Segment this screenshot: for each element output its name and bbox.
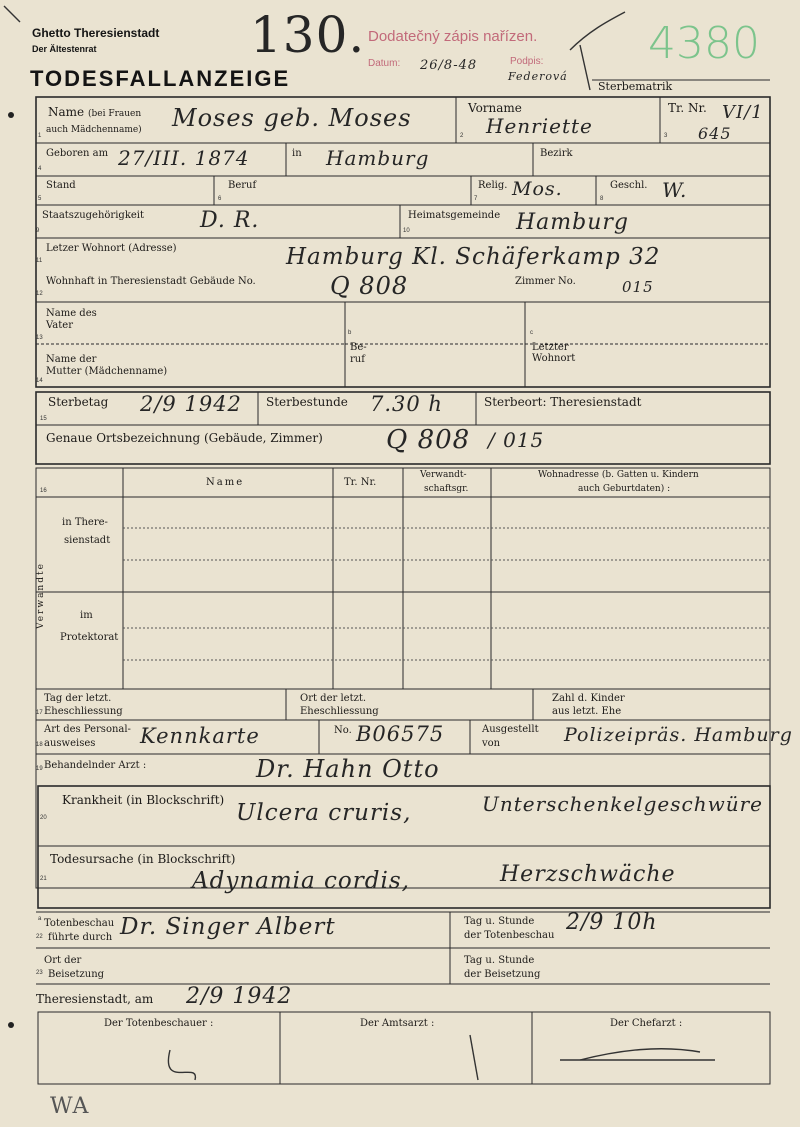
ausweis-no-value: B06575 — [356, 722, 445, 746]
sterbetag-value: 2/9 1942 — [140, 392, 242, 416]
row-theresienstadt-label-2: sienstadt — [64, 535, 111, 546]
ort-eheschliessung-label-2: Eheschliessung — [300, 706, 379, 717]
zahl-kinder-label-2: aus letzt. Ehe — [552, 706, 622, 717]
arzt-value: Dr. Hahn Otto — [256, 755, 440, 783]
form-number: 130. — [250, 6, 366, 64]
zahl-kinder-label-1: Zahl d. Kinder — [552, 693, 625, 704]
org-name: Ghetto Theresienstadt — [32, 26, 160, 40]
totenbeschauer-signature-label: Der Totenbeschauer : — [104, 1018, 214, 1029]
totenbeschau-label-1: Totenbeschau — [44, 918, 115, 929]
totenbeschau-value: Dr. Singer Albert — [120, 914, 336, 940]
field-number: 14 — [36, 378, 43, 384]
heimat-value: Hamburg — [516, 210, 630, 235]
arzt-label: Behandelnder Arzt : — [44, 760, 147, 771]
ortsbez-value-2: / 015 — [488, 428, 545, 452]
vorname-label: Vorname — [468, 101, 522, 115]
tag-eheschliessung-label-1: Tag der letzt. — [44, 693, 112, 704]
beisetzung-ort-label-2: Beisetzung — [48, 969, 105, 980]
ort-eheschliessung-label-1: Ort der letzt. — [300, 693, 367, 704]
ortsbez-value-1: Q 808 — [386, 425, 471, 455]
trnr-value-2: 645 — [698, 124, 732, 143]
field-number: 3 — [664, 133, 668, 139]
in-label: in — [292, 148, 302, 159]
field-letter: a — [38, 916, 42, 922]
bezirk-label: Bezirk — [540, 148, 573, 159]
col-name-header: Name — [206, 477, 245, 488]
beruf-label: Beruf — [228, 180, 257, 191]
zimmer-label: Zimmer No. — [515, 276, 576, 287]
heimat-label: Heimatsgemeinde — [408, 210, 501, 221]
field-letter: c — [530, 330, 533, 336]
wohnort-value: Hamburg Kl. Schäferkamp 32 — [286, 244, 661, 270]
ausweis-no-label: No. — [334, 725, 352, 736]
field-number: 18 — [36, 742, 43, 748]
gebaeude-label: Wohnhaft in Theresienstadt Gebäude No. — [46, 276, 256, 287]
field-number: 15 — [40, 416, 47, 422]
stamp-dodatecny: Dodatečný zápis nařízen. — [368, 28, 538, 45]
sterbeort-label: Sterbeort: Theresienstadt — [484, 395, 642, 409]
field-number: 12 — [36, 291, 43, 297]
beruf2-label-2: ruf — [350, 354, 365, 365]
field-number: 8 — [600, 196, 604, 202]
punch-mark — [8, 1022, 14, 1028]
col-verw-header-1: Verwandt- — [420, 470, 467, 480]
staat-value: D. R. — [200, 208, 260, 233]
stamp-datum-value: 26/8-48 — [420, 58, 478, 73]
ausgestellt-value: Polizeipräs. Hamburg — [564, 724, 793, 746]
zimmer-value: 015 — [622, 278, 654, 296]
geboren-value: 27/III. 1874 — [118, 146, 250, 170]
stamp-datum-label: Datum: — [368, 58, 401, 69]
sterbematrik-label: Sterbematrik — [598, 80, 673, 93]
relig-label: Relig. — [478, 180, 508, 191]
letzter-label-1: Letzter — [532, 342, 569, 353]
tag-totenbeschau-label-1: Tag u. Stunde — [464, 916, 535, 927]
mutter-label-2: Mutter (Mädchenname) — [46, 366, 168, 377]
name-label: Name — [48, 105, 85, 119]
field-number: 6 — [218, 196, 222, 202]
geschl-value: W. — [662, 178, 688, 202]
ursache-value-2: Herzschwäche — [500, 862, 676, 887]
beisetzung-ort-label-1: Ort der — [44, 955, 82, 966]
field-number: 2 — [460, 133, 464, 139]
staat-label: Staatszugehörigkeit — [42, 210, 145, 221]
totenbeschau-label-2: führte durch — [48, 932, 113, 943]
beisetzung-tag-label-1: Tag u. Stunde — [464, 955, 535, 966]
ausgestellt-label-1: Ausgestellt — [482, 724, 539, 735]
col-verw-header-2: schaftsgr. — [424, 484, 469, 494]
letzter-label-2: Wohnort — [532, 353, 576, 364]
geboren-label: Geboren am — [46, 148, 109, 159]
name-value: Moses geb. Moses — [172, 104, 412, 132]
col-trnr-header: Tr. Nr. — [344, 477, 377, 488]
field-letter: b — [348, 330, 352, 336]
mutter-label-1: Name der — [46, 354, 97, 365]
verwandte-side-label: Verwandte — [35, 562, 46, 629]
ausweis-value: Kennkarte — [140, 724, 260, 748]
ortsbez-label: Genaue Ortsbezeichnung (Gebäude, Zimmer) — [46, 431, 323, 445]
krankheit-value-2: Unterschenkelgeschwüre — [482, 792, 763, 816]
wohnort-label: Letzer Wohnort (Adresse) — [46, 243, 177, 254]
trnr-label: Tr. Nr. — [668, 101, 707, 115]
row-protektorat-label-1: im — [80, 610, 93, 621]
place-date-label: Theresienstadt, am — [36, 992, 154, 1006]
field-number: 5 — [38, 196, 42, 202]
vorname-value: Henriette — [486, 114, 593, 138]
krankheit-value-1: Ulcera cruris, — [236, 800, 412, 826]
field-number: 19 — [36, 766, 43, 772]
chefarzt-signature-label: Der Chefarzt : — [610, 1018, 683, 1029]
beisetzung-tag-label-2: der Beisetzung — [464, 969, 541, 980]
sterbetag-label: Sterbetag — [48, 395, 109, 409]
field-number: 10 — [403, 228, 410, 234]
row-theresienstadt-label-1: in There- — [62, 517, 108, 528]
ursache-label: Todesursache (in Blockschrift) — [50, 852, 236, 866]
col-wohn-header-2: auch Geburtdaten) : — [578, 484, 671, 494]
form-title: TODESFALLANZEIGE — [30, 66, 291, 91]
beruf2-label-1: Be- — [350, 342, 367, 353]
field-number: 13 — [36, 335, 43, 341]
field-number: 23 — [36, 970, 43, 976]
sterbestunde-value: 7.30 h — [370, 392, 443, 416]
field-number: 9 — [36, 228, 40, 234]
vater-label-2: Vater — [46, 320, 73, 331]
field-number: 4 — [38, 166, 42, 172]
place-date-value: 2/9 1942 — [186, 984, 293, 1009]
vater-label-1: Name des — [46, 308, 97, 319]
name-note-2: auch Mädchenname) — [46, 125, 142, 135]
in-value: Hamburg — [326, 146, 430, 170]
green-archive-number: 4380 — [648, 18, 760, 69]
stand-label: Stand — [46, 180, 76, 191]
council-name: Der Ältestenrat — [32, 44, 97, 54]
name-note-1: (bei Frauen — [88, 109, 142, 119]
ursache-value-1: Adynamia cordis, — [192, 868, 410, 894]
field-number: 22 — [36, 934, 43, 940]
ausgestellt-label-2: von — [482, 738, 501, 749]
field-number: 17 — [36, 710, 43, 716]
punch-mark — [8, 112, 14, 118]
tag-eheschliessung-label-2: Eheschliessung — [44, 706, 123, 717]
field-number: 16 — [40, 488, 47, 494]
field-number: 20 — [40, 815, 47, 821]
tag-totenbeschau-label-2: der Totenbeschau — [464, 930, 555, 941]
row-protektorat-label-2: Protektorat — [60, 632, 119, 643]
stamp-podpis-value: Federová — [508, 70, 568, 83]
gebaeude-value: Q 808 — [330, 272, 409, 300]
field-number: 7 — [474, 196, 478, 202]
tag-totenbeschau-value: 2/9 10h — [566, 910, 658, 935]
field-number: 11 — [36, 258, 43, 264]
field-number: 21 — [40, 876, 47, 882]
amtsarzt-signature-label: Der Amtsarzt : — [360, 1018, 435, 1029]
stamp-podpis-label: Podpis: — [510, 56, 544, 67]
krankheit-label: Krankheit (in Blockschrift) — [62, 793, 225, 807]
ausweis-label-1: Art des Personal- — [44, 724, 131, 735]
trnr-value-1: VI/1 — [722, 102, 764, 123]
ausweis-label-2: ausweises — [44, 738, 96, 749]
sterbestunde-label: Sterbestunde — [266, 395, 348, 409]
geschl-label: Geschl. — [610, 180, 648, 191]
relig-value: Mos. — [512, 178, 563, 200]
col-wohn-header-1: Wohnadresse (b. Gatten u. Kindern — [538, 470, 699, 480]
field-number: 1 — [38, 133, 42, 139]
archive-initials: WA — [50, 1094, 90, 1119]
